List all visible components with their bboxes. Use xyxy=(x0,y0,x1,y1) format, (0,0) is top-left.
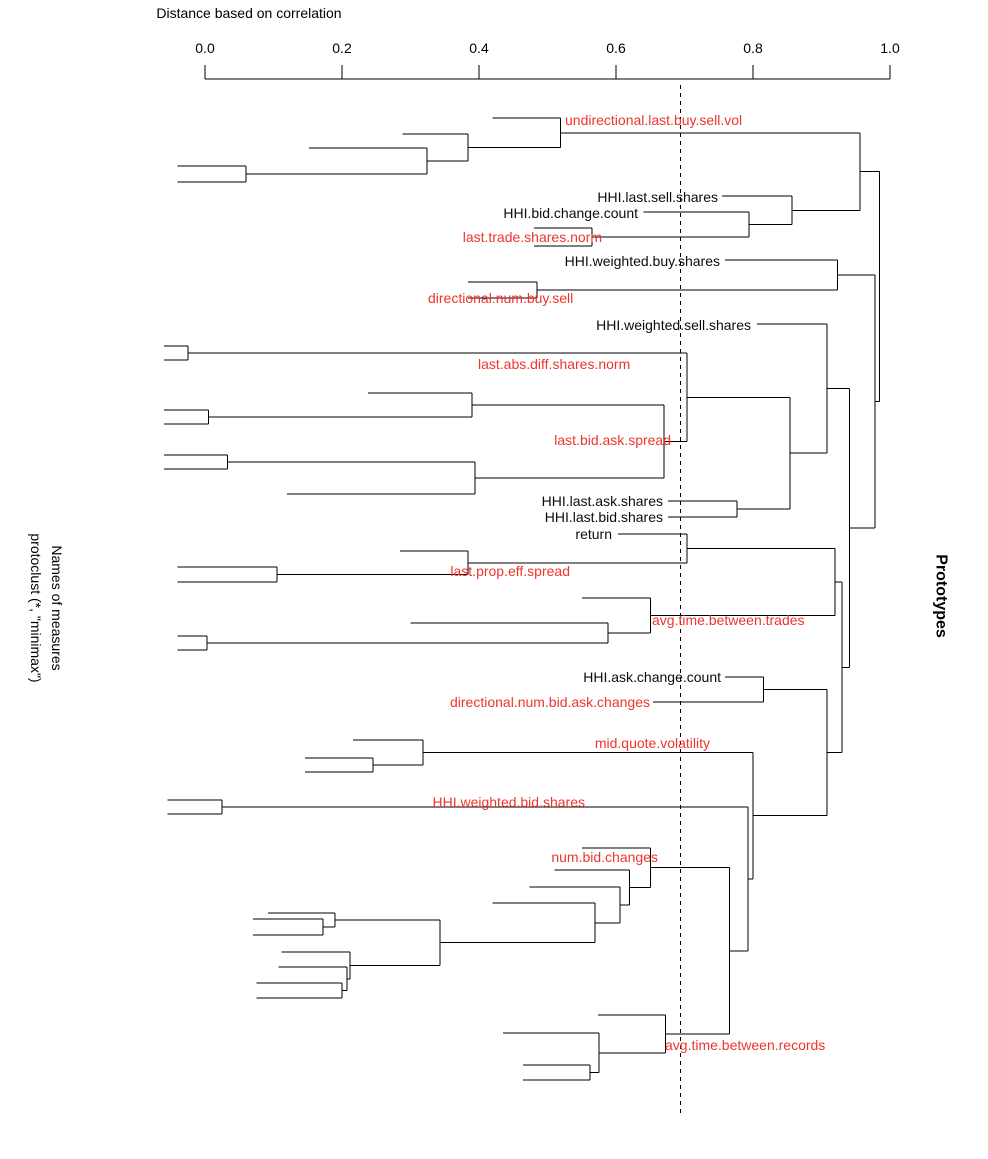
measure-label-HHI-weighted-bid-shares: HHI.weighted.bid.shares xyxy=(432,794,585,810)
x-axis-tick-0.6: 0.6 xyxy=(606,40,626,56)
measure-label-directional-num-buy-sell: directional.num.buy.sell xyxy=(428,290,574,306)
measure-label-avg-time-between-records: avg.time.between.records xyxy=(665,1037,826,1053)
chart-title-text: Distance based on correlation xyxy=(156,5,342,21)
measure-label-mid-quote-volatility: mid.quote.volatility xyxy=(594,735,710,751)
y-axis-label-right xyxy=(931,554,952,638)
measure-label-avg-time-between-trades: avg.time.between.trades xyxy=(652,612,805,628)
measure-label-HHI-bid-change-count: HHI.bid.change.count xyxy=(503,205,638,221)
measure-label-last-trade-shares-norm: last.trade.shares.norm xyxy=(462,229,602,245)
x-axis-tick-0.4: 0.4 xyxy=(469,40,489,56)
measure-label-undirectional-last-buy-sell-vol: undirectional.last.buy.sell.vol xyxy=(565,112,743,128)
y-axis-label-line2: protoclust (*, "minimax") xyxy=(28,533,44,683)
measure-label-directional-num-bid-ask-changes: directional.num.bid.ask.changes xyxy=(449,694,650,710)
x-axis-tick-0.8: 0.8 xyxy=(743,40,763,56)
measure-label-HHI-weighted-sell-shares: HHI.weighted.sell.shares xyxy=(596,317,751,333)
x-axis xyxy=(205,65,890,79)
measure-label-HHI-last-ask-shares: HHI.last.ask.shares xyxy=(541,493,663,509)
measure-label-return: return xyxy=(575,526,612,542)
x-axis-tick-1.0: 1.0 xyxy=(880,40,900,56)
y-axis-label-line1: Names of measures xyxy=(49,545,65,671)
measure-label-last-prop-eff-spread: last.prop.eff.spread xyxy=(450,563,570,579)
measure-label-num-bid-changes: num.bid.changes xyxy=(551,849,658,865)
right-caption-text: Prototypes xyxy=(932,554,950,638)
x-axis-tick-0.0: 0.0 xyxy=(195,40,215,56)
measure-label-HHI-last-bid-shares: HHI.last.bid.shares xyxy=(544,509,663,525)
measure-label-HHI-ask-change-count: HHI.ask.change.count xyxy=(583,669,721,685)
measure-label-HHI-weighted-buy-shares: HHI.weighted.buy.shares xyxy=(564,253,720,269)
measure-label-last-abs-diff-shares-norm: last.abs.diff.shares.norm xyxy=(478,356,631,372)
measure-label-HHI-last-sell-shares: HHI.last.sell.shares xyxy=(597,189,718,205)
y-axis-label-left xyxy=(25,533,67,682)
dendrogram-tree xyxy=(164,118,880,1080)
measure-label-last-bid-ask-spread: last.bid.ask.spread xyxy=(554,432,671,448)
x-axis-tick-0.2: 0.2 xyxy=(332,40,352,56)
